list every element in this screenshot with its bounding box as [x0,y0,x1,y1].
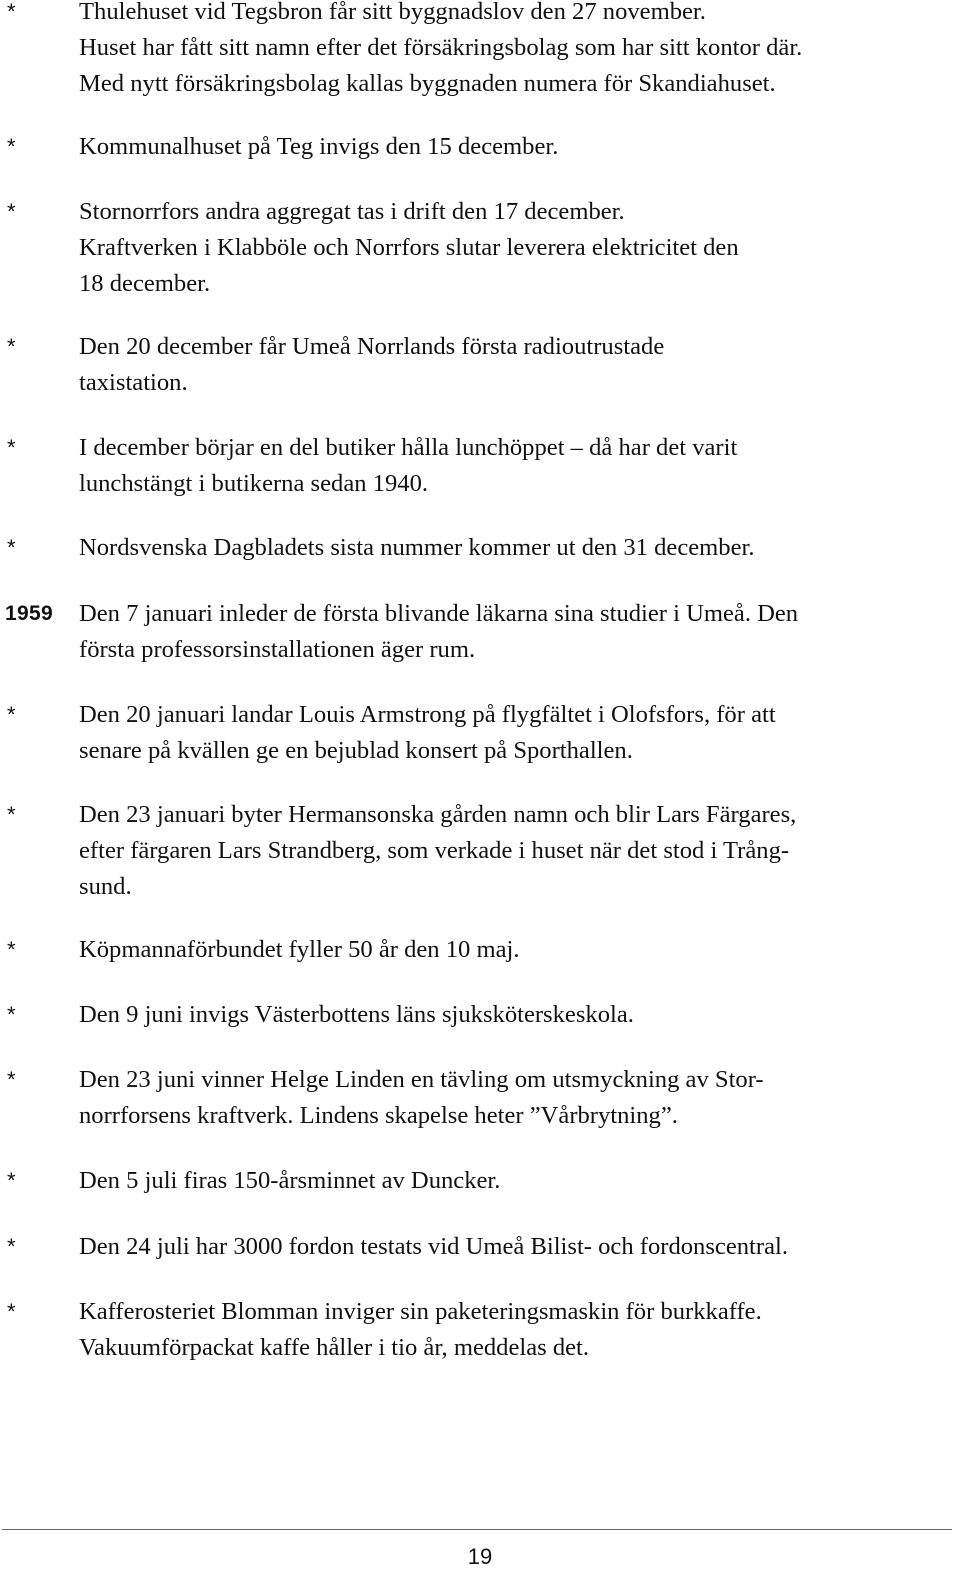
entry-text [79,0,949,102]
text-line: taxistation. [79,369,188,396]
entry-text [79,1062,949,1134]
year-label: 1959 [5,602,53,625]
text-line: Kraftverken i Klabböle och Norrfors slutar leverera elektricitet den [79,234,739,261]
text-line: Den 9 juni invigs Västerbottens läns sjuksköterskeskola. [79,1001,634,1028]
text-line: Den 20 december får Umeå Norrlands första radioutrustade [79,333,665,360]
entry-text [79,1163,949,1199]
text-line: Den 5 juli firas 150-årsminnet av Duncker. [79,1167,501,1194]
entry-text [79,194,949,302]
entry-text [79,932,949,968]
bullet-marker: * [7,802,16,827]
bullet-marker: * [7,0,16,24]
entry-text [79,329,949,401]
text-line: 18 december. [79,270,211,297]
text-line: I december börjar en del butiker hålla lunchöppet – då har det varit [79,434,738,461]
bullet-marker: * [7,702,16,727]
text-line: Köpmannaförbundet fyller 50 år den 10 maj. [79,936,520,963]
text-line: lunchstängt i butikerna sedan 1940. [79,470,429,497]
entry-text [79,997,949,1033]
text-line: Med nytt försäkringsbolag kallas byggnaden numera för Skandiahuset. [79,70,776,97]
bullet-marker: * [7,435,16,460]
bullet-marker: * [7,1299,16,1324]
bullet-marker: * [7,334,16,359]
text-line: Thulehuset vid Tegsbron får sitt byggnadslov den 27 november. [79,0,706,25]
text-line: Huset har fått sitt namn efter det försäkringsbolag som har sitt kontor där. [79,34,803,61]
entry-text [79,530,949,566]
text-line: Stornorrfors andra aggregat tas i drift den 17 december. [79,198,625,225]
text-line: Den 23 juni vinner Helge Linden en tävling om utsmyckning av Stor- [79,1066,764,1093]
bullet-marker: * [7,1234,16,1259]
entry-text [79,1229,949,1265]
text-line: senare på kvällen ge en bejublad konsert på Sporthallen. [79,737,633,764]
text-line: efter färgaren Lars Strandberg, som verkade i huset när det stod i Trång- [79,837,790,864]
text-line: sund. [79,873,132,900]
bullet-marker: * [7,1168,16,1193]
text-line: Den 20 januari landar Louis Armstrong på flygfältet i Olofsfors, för att [79,701,776,728]
text-line: första professorsinstallationen äger rum. [79,636,476,663]
bullet-marker: * [7,199,16,224]
entry-text [79,596,949,668]
entry-text [79,697,949,769]
text-line: Den 23 januari byter Hermansonska gården namn och blir Lars Färgares, [79,801,797,828]
entry-text [79,430,949,502]
text-line: Den 24 juli har 3000 fordon testats vid Umeå Bilist- och fordonscentral. [79,1233,788,1260]
text-line: Vakuumförpackat kaffe håller i tio år, meddelas det. [79,1334,590,1361]
page-number: 19 [467,1544,493,1569]
text-line: Kommunalhuset på Teg invigs den 15 december. [79,133,559,160]
entry-text [79,797,949,905]
bullet-marker: * [7,1067,16,1092]
text-line: Kafferosteriet Blomman inviger sin paketeringsmaskin för burkkaffe. [79,1298,762,1325]
bullet-marker: * [7,937,16,962]
footer-divider [2,1529,952,1530]
text-line: norrforsens kraftverk. Lindens skapelse heter ”Vårbrytning”. [79,1102,678,1129]
bullet-marker: * [7,1002,16,1027]
entry-text [79,1294,949,1366]
bullet-marker: * [7,535,16,560]
text-line: Nordsvenska Dagbladets sista nummer kommer ut den 31 december. [79,534,755,561]
bullet-marker: * [7,134,16,159]
entry-text [79,129,949,165]
text-line: Den 7 januari inleder de första blivande läkarna sina studier i Umeå. Den [79,600,799,627]
